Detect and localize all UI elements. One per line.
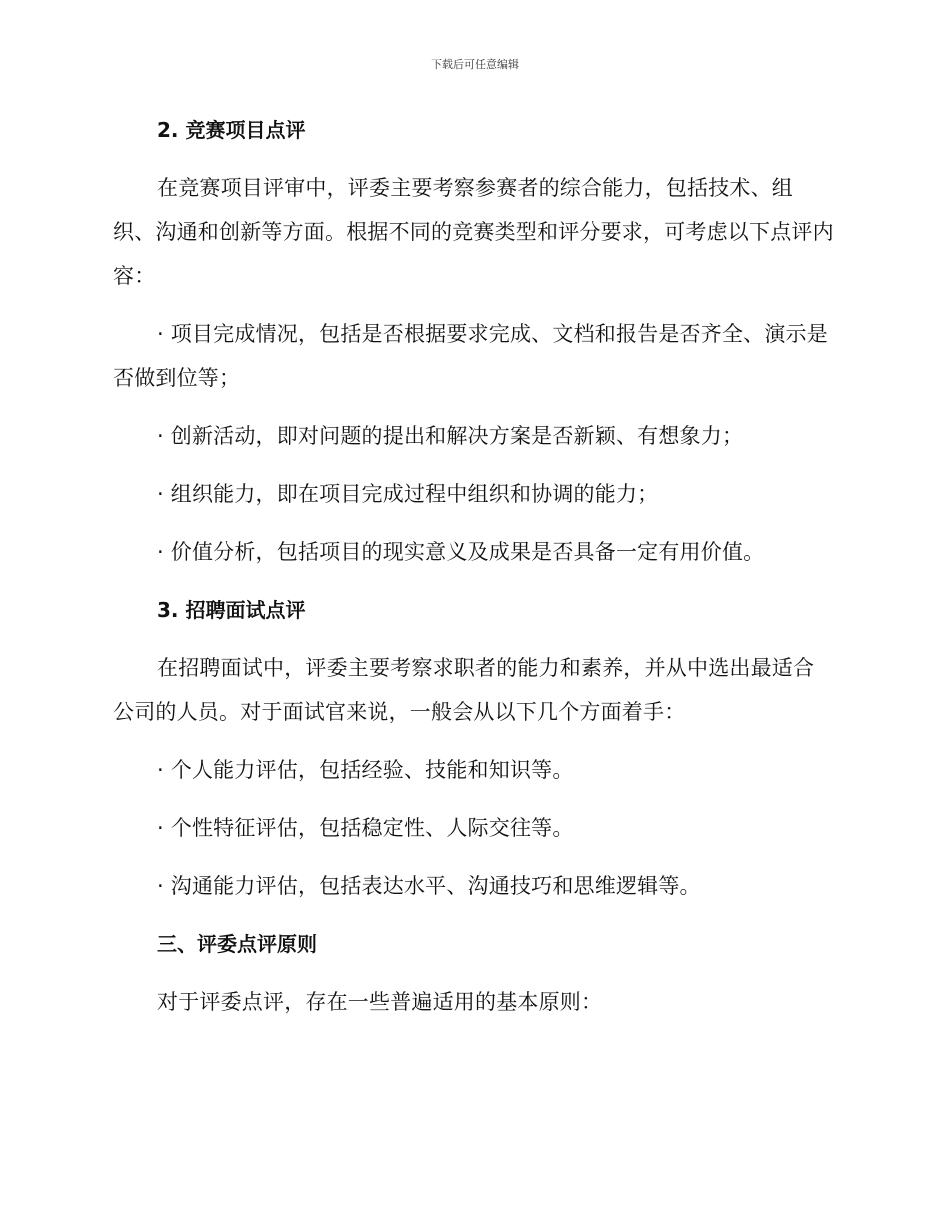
section-heading-principles: 三、评委点评原则	[157, 932, 317, 956]
page-header-note: 下载后可任意编辑	[431, 58, 519, 71]
section-heading-competition-review: 2. 竞赛项目点评	[157, 118, 306, 142]
bullet-personality: · 个性特征评估，包括稳定性、人际交往等。	[157, 816, 574, 840]
paragraph-competition-intro: 在竞赛项目评审中，评委主要考察参赛者的综合能力，包括技术、组织、沟通和创新等方面。根据不同的竞赛类型和评分要求，可考虑以下点评内容：	[113, 176, 834, 288]
bullet-innovation: · 创新活动，即对问题的提出和解决方案是否新颖、有想象力；	[157, 424, 744, 448]
paragraph-principles-intro: 对于评委点评，存在一些普遍适用的基本原则：	[157, 990, 603, 1014]
section-heading-interview-review: 3. 招聘面试点评	[157, 598, 306, 622]
bullet-communication: · 沟通能力评估，包括表达水平、沟通技巧和思维逻辑等。	[157, 874, 701, 898]
document-body	[113, 108, 835, 1038]
bullet-value-analysis: · 价值分析，包括项目的现实意义及成果是否具备一定有用价值。	[157, 540, 765, 564]
bullet-organization: · 组织能力，即在项目完成过程中组织和协调的能力；	[157, 482, 659, 506]
paragraph-interview-intro: 在招聘面试中，评委主要考察求职者的能力和素养，并从中选出最适合公司的人员。对于面试官来说，一般会从以下几个方面着手：	[113, 656, 815, 724]
bullet-personal-ability: · 个人能力评估，包括经验、技能和知识等。	[157, 758, 574, 782]
bullet-project-completion: · 项目完成情况，包括是否根据要求完成、文档和报告是否齐全、演示是否做到位等；	[113, 322, 828, 390]
